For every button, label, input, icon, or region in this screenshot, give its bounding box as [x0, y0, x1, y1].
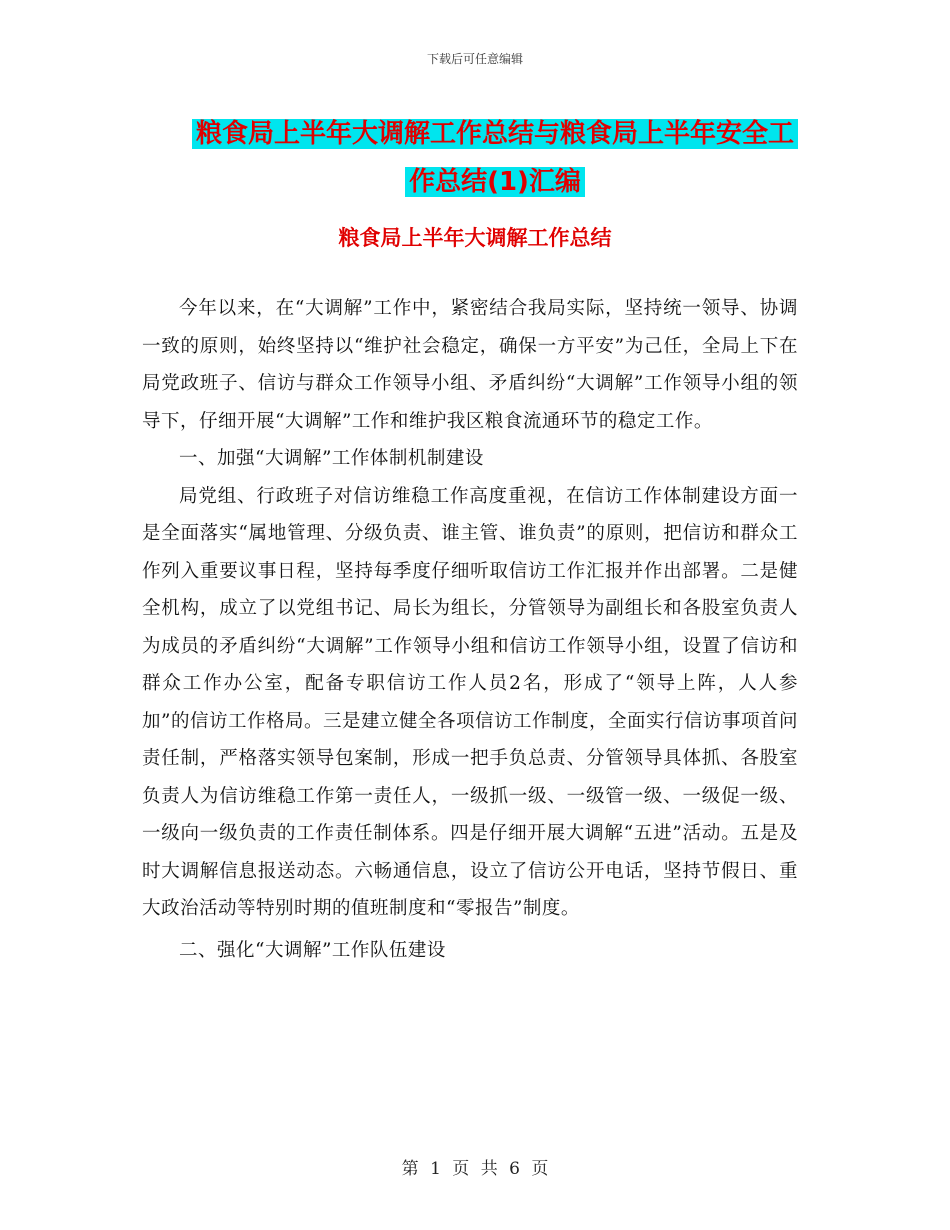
section-title: 粮食局上半年大调解工作总结 — [338, 226, 612, 250]
document-body — [142, 290, 798, 969]
page-number-footer: 第 1 页 共 6 页 — [401, 1159, 549, 1179]
paragraph-mechanism: 局党组、行政班子对信访维稳工作高度重视，在信访工作体制建设方面一是全面落实“属地管理、分级负责、谁主管、谁负责”的原则，把信访和群众工作列入重要议事日程，坚持每季度仔细听取信访工作汇报并作出部署。二是健全机构，成立了以党组书记、局长为组长，分管领导为副组长和各股室负责人为成员的矛盾纠纷“大调解”工作领导小组和信访工作领导小组，设置了信访和群众工作办公室，配备专职信访工作人员2名，形成了“领导上阵，人人参加”的信访工作格局。三是建立健全各项信访工作制度，全面实行信访事项首问责任制，严格落实领导包案制，形成一把手负总责、分管领导具体抓、各股室负责人为信访维稳工作第一责任人，一级抓一级、一级管一级、一级促一级、一级向一级负责的工作责任制体系。四是仔细开展大调解“五进”活动。五是及时大调解信息报送动态。六畅通信息，设立了信访公开电话，坚持节假日、重大政治活动等特别时期的值班制度和“零报告”制度。 — [142, 485, 798, 919]
title-line-2: 作总结(1)汇编 — [405, 167, 585, 197]
paragraph-heading-2: 二、强化“大调解”工作队伍建设 — [179, 939, 446, 961]
page-header-note: 下载后可任意编辑 — [426, 52, 523, 66]
paragraph-heading-1: 一、加强“大调解”工作体制机制建设 — [179, 448, 484, 469]
title-line-1: 粮食局上半年大调解工作总结与粮食局上半年安全工 — [192, 119, 798, 149]
paragraph-intro: 今年以来，在“大调解”工作中，紧密结合我局实际，坚持统一领导、协调一致的原则，始终坚持以“维护社会稳定，确保一方平安”为己任，全局上下在局党政班子、信访与群众工作领导小组、矛盾纠纷“大调解”工作领导小组的领导下，仔细开展“大调解”工作和维护我区粮食流通环节的稳定工作。 — [142, 298, 798, 432]
document-title — [150, 110, 840, 206]
